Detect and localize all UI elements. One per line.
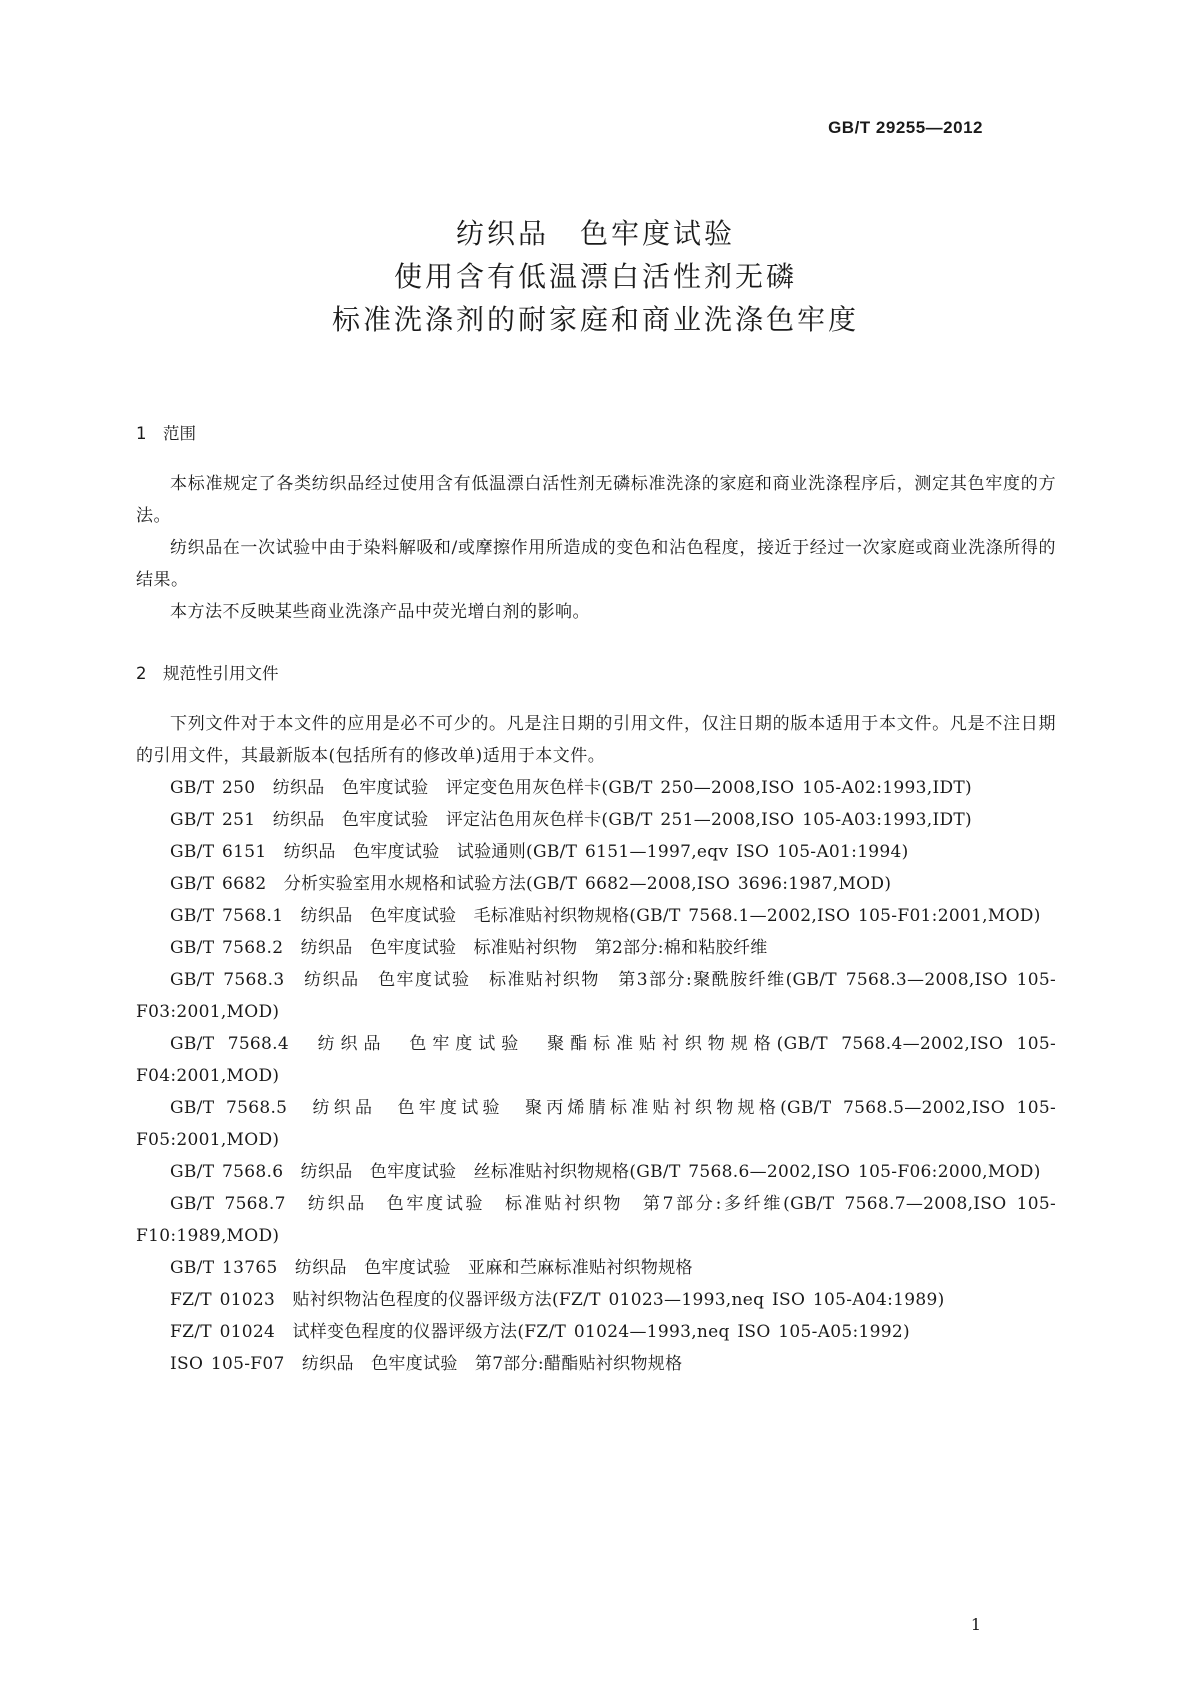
document-title — [0, 212, 1191, 341]
reference-item: GB/T 6151 纺织品 色牢度试验 试验通则(GB/T 6151—1997,eqv ISO 105-A01:1994) — [170, 842, 909, 862]
reference-item: GB/T 6682 分析实验室用水规格和试验方法(GB/T 6682—2008,ISO 3696:1987,MOD) — [170, 874, 892, 894]
reference-item: GB/T 7568.4 纺织品 色牢度试验 聚酯标准贴衬织物规格(GB/T 7568.4—2002,ISO 105-F04:2001,MOD) — [136, 1034, 1056, 1086]
reference-item: GB/T 251 纺织品 色牢度试验 评定沾色用灰色样卡(GB/T 251—2008,ISO 105-A03:1993,IDT) — [170, 810, 972, 830]
reference-item: GB/T 7568.6 纺织品 色牢度试验 丝标准贴衬织物规格(GB/T 7568.6—2002,ISO 105-F06:2000,MOD) — [170, 1162, 1041, 1182]
page-number: 1 — [970, 1615, 981, 1634]
reference-item: FZ/T 01023 贴衬织物沾色程度的仪器评级方法(FZ/T 01023—1993,neq ISO 105-A04:1989) — [170, 1290, 945, 1310]
reference-item: GB/T 7568.5 纺织品 色牢度试验 聚丙烯腈标准贴衬织物规格(GB/T 7568.5—2002,ISO 105-F05:2001,MOD) — [136, 1098, 1056, 1150]
reference-item: GB/T 7568.7 纺织品 色牢度试验 标准贴衬织物 第7部分:多纤维(GB/T 7568.7—2008,ISO 105-F10:1989,MOD) — [136, 1194, 1056, 1246]
reference-item: GB/T 7568.1 纺织品 色牢度试验 毛标准贴衬织物规格(GB/T 7568.1—2002,ISO 105-F01:2001,MOD) — [170, 906, 1041, 926]
title-line-3: 标准洗涤剂的耐家庭和商业洗涤色牢度 — [331, 303, 859, 336]
reference-item: GB/T 13765 纺织品 色牢度试验 亚麻和苎麻标准贴衬织物规格 — [170, 1258, 693, 1278]
section-1-paragraph: 纺织品在一次试验中由于染料解吸和/或摩擦作用所造成的变色和沾色程度，接近于经过一次家庭或商业洗涤所得的结果。 — [136, 538, 1056, 590]
section-2-heading: 2 规范性引用文件 — [136, 664, 279, 683]
normative-references-list — [136, 772, 1056, 1380]
section-2-intro: 下列文件对于本文件的应用是必不可少的。凡是注日期的引用文件，仅注日期的版本适用于本文件。凡是不注日期的引用文件，其最新版本(包括所有的修改单)适用于本文件。 — [136, 714, 1056, 766]
reference-item: ISO 105-F07 纺织品 色牢度试验 第7部分:醋酯贴衬织物规格 — [170, 1354, 683, 1374]
reference-item: GB/T 7568.2 纺织品 色牢度试验 标准贴衬织物 第2部分:棉和粘胶纤维 — [170, 938, 768, 958]
standard-code: GB/T 29255—2012 — [828, 118, 983, 137]
reference-item: GB/T 250 纺织品 色牢度试验 评定变色用灰色样卡(GB/T 250—2008,ISO 105-A02:1993,IDT) — [170, 778, 972, 798]
reference-item: GB/T 7568.3 纺织品 色牢度试验 标准贴衬织物 第3部分:聚酰胺纤维(GB/T 7568.3—2008,ISO 105-F03:2001,MOD) — [136, 970, 1056, 1022]
section-1-paragraph: 本方法不反映某些商业洗涤产品中荧光增白剂的影响。 — [170, 602, 590, 622]
section-1-paragraph: 本标准规定了各类纺织品经过使用含有低温漂白活性剂无磷标准洗涤的家庭和商业洗涤程序后，测定其色牢度的方法。 — [136, 474, 1056, 526]
document-body — [136, 420, 1056, 1380]
title-line-2: 使用含有低温漂白活性剂无磷 — [393, 260, 797, 293]
title-line-1: 纺织品 色牢度试验 — [455, 217, 735, 250]
reference-item: FZ/T 01024 试样变色程度的仪器评级方法(FZ/T 01024—1993,neq ISO 105-A05:1992) — [170, 1322, 910, 1342]
section-1-heading: 1 范围 — [136, 424, 196, 443]
